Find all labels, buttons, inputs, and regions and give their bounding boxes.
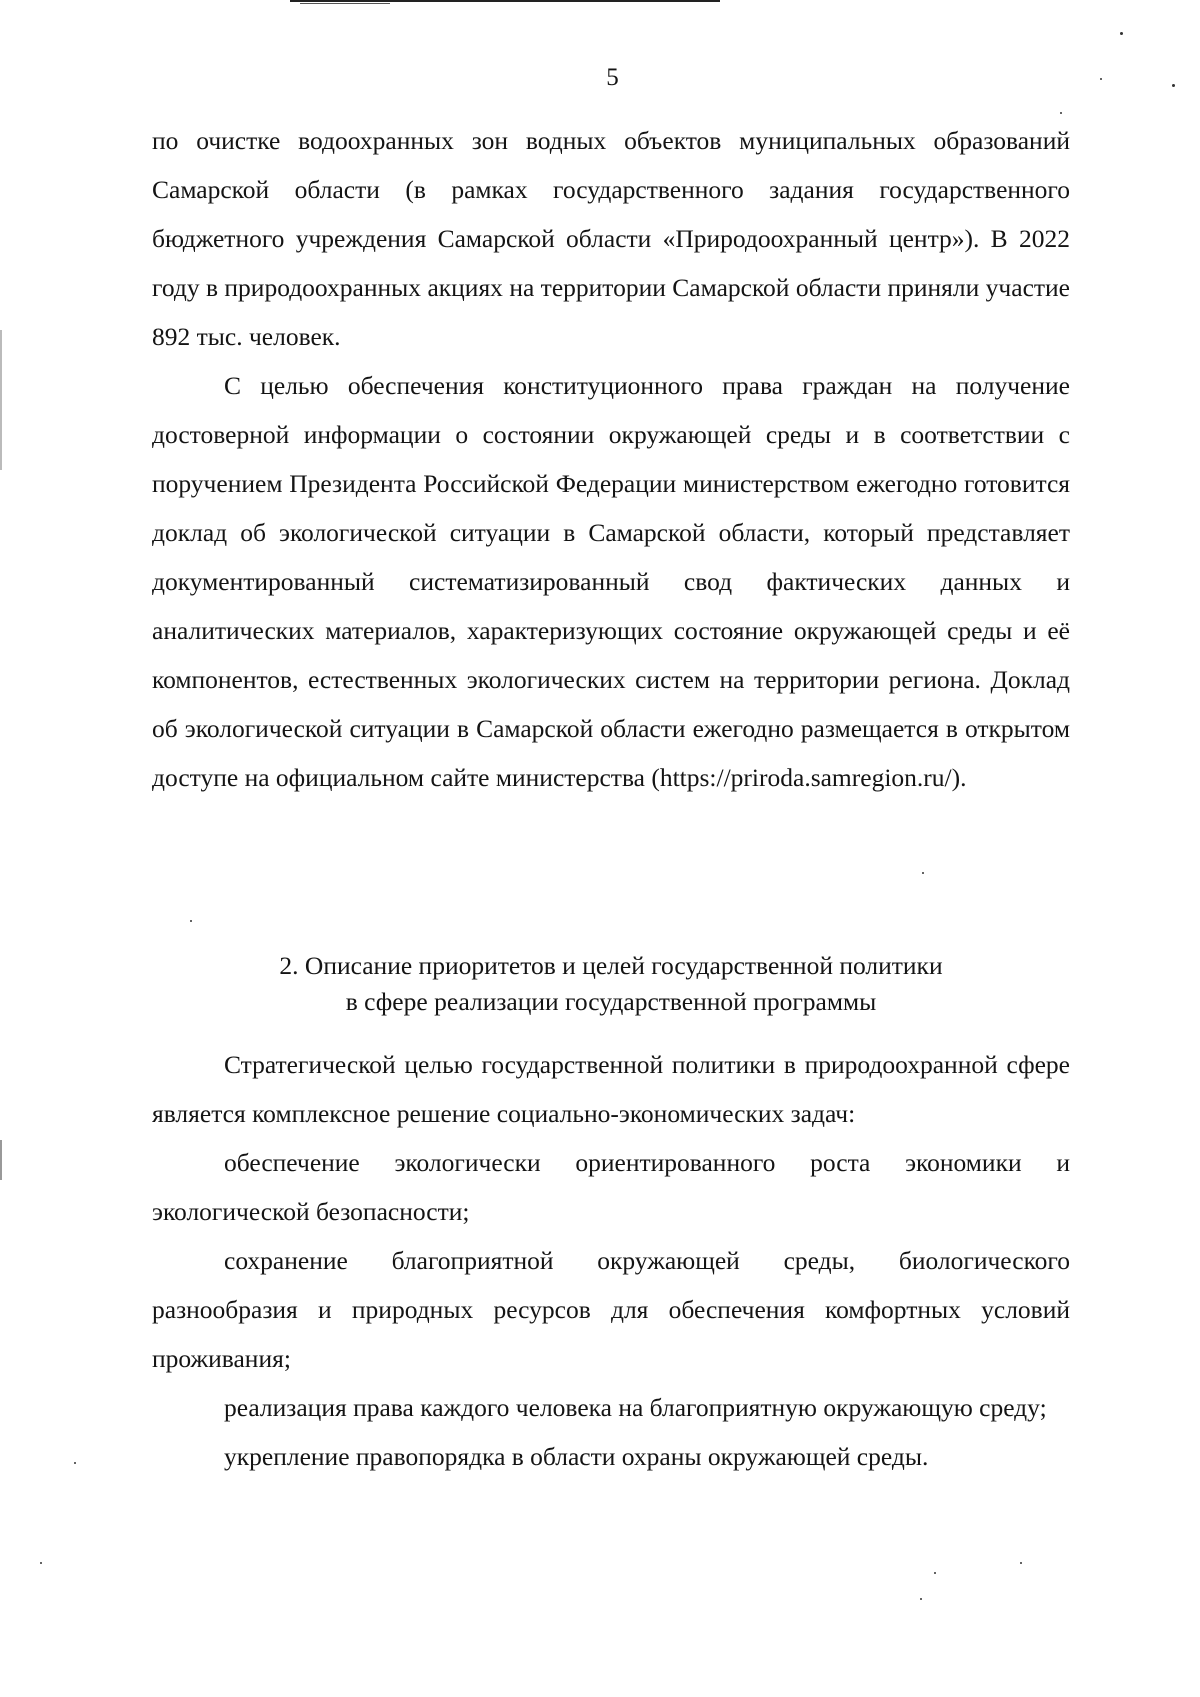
paragraph-eco-report: С целью обеспечения конституционного права граждан на получение достоверной информации о состоянии окружающей среды и в соответствии с поручением Президента Российской Федерации министерством ежегодно готовится доклад об экологической ситуации в Самарской области, который представляет документированный систематизированный свод фактических данных и аналитических материалов, характеризующих состояние окружающей среды и её компонентов, естественных экологических систем на территории региона. Доклад об экологической ситуации в Самарской области ежегодно размещается в открытом доступе на официальном сайте министерства (https://priroda.samregion.ru/). (152, 371, 1070, 792)
list-item-law-enforcement: укрепление правопорядка в области охраны окружающей среды. (224, 1442, 929, 1471)
scan-speck (74, 1462, 76, 1464)
body-text-bottom (152, 1040, 1070, 1481)
scan-speck (40, 1562, 42, 1564)
scan-speck (190, 920, 192, 922)
scan-speck (934, 1572, 936, 1574)
scan-speck (1020, 1562, 1022, 1564)
scan-speck (922, 872, 924, 874)
list-item-economic-growth: обеспечение экологически ориентированного роста экономики и экологической безопасности; (152, 1148, 1070, 1226)
section-heading-line-1: 2. Описание приоритетов и целей государственной политики (279, 951, 943, 980)
section-heading-line-2: в сфере реализации государственной программы (345, 987, 877, 1016)
scan-speck (1060, 112, 1062, 114)
scan-artifact-line (300, 3, 390, 4)
paragraph-strategic-goal: Стратегической целью государственной политики в природоохранной сфере является комплексное решение социально-экономических задач: (152, 1050, 1070, 1128)
section-heading (152, 948, 1070, 1020)
body-text-top (152, 116, 1070, 802)
paragraph-eco-actions: по очистке водоохранных зон водных объектов муниципальных образований Самарской области (в рамках государственного задания государственного бюджетного учреждения Самарской области «Природоохранный центр»). В 2022 году в природоохранных акциях на территории Самарской области приняли участие 892 тыс. человек. (152, 126, 1070, 351)
scan-artifact-edge (0, 0, 2, 1697)
list-item-environment-preservation: сохранение благоприятной окружающей среды, биологического разнообразия и природных ресурсов для обеспечения комфортных условий проживания; (152, 1246, 1070, 1373)
scan-speck (1120, 32, 1123, 35)
page-number: 5 (606, 64, 619, 91)
scan-artifact-line (290, 0, 720, 2)
scan-speck (920, 1598, 922, 1600)
list-item-right-to-environment: реализация права каждого человека на благоприятную окружающую среду; (224, 1393, 1047, 1422)
